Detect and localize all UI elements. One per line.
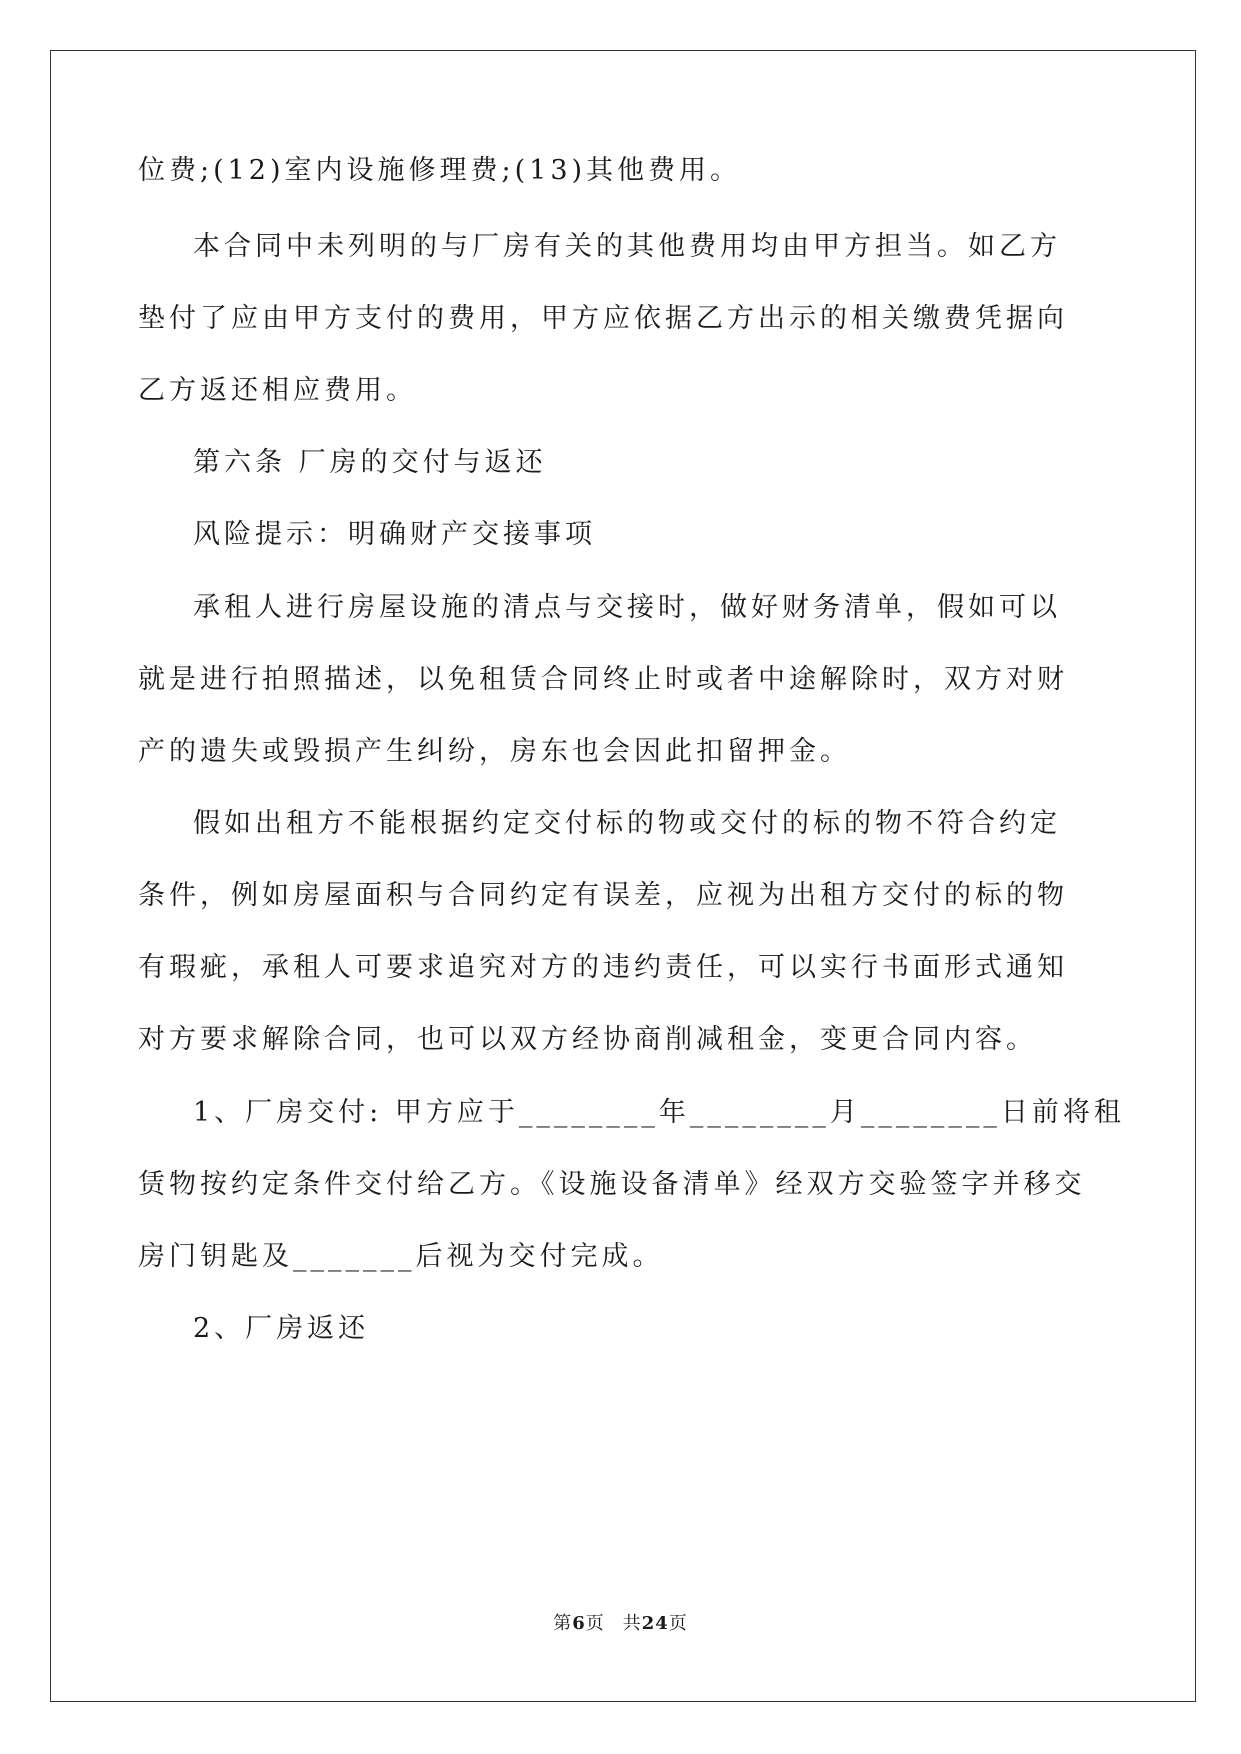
text-line: 赁物按约定条件交付给乙方。《设施设备清单》经双方交验签字并移交 xyxy=(138,1169,1086,1200)
text-line: 房门钥匙及_______后视为交付完成。 xyxy=(138,1241,664,1272)
total-pages: 24 xyxy=(641,1613,669,1634)
total-suffix: 页 xyxy=(668,1613,688,1634)
text-line: 条件，例如房屋面积与合同约定有误差，应视为出租方交付的标的物 xyxy=(138,880,1068,911)
risk-tip-heading: 风险提示：明确财产交接事项 xyxy=(193,519,596,550)
text-line: 位费;(12)室内设施修理费;(13)其他费用。 xyxy=(138,155,742,186)
page-suffix: 页 xyxy=(585,1613,605,1634)
text-line: 乙方返还相应费用。 xyxy=(138,375,417,406)
paragraph-line: 本合同中未列明的与厂房有关的其他费用均由甲方担当。如乙方 xyxy=(193,231,1061,262)
page-prefix: 第 xyxy=(553,1613,573,1634)
page-footer xyxy=(0,1609,1241,1635)
section-heading: 第六条 厂房的交付与返还 xyxy=(193,447,547,478)
page-border xyxy=(50,50,1196,1702)
paragraph-line: 2、厂房返还 xyxy=(193,1313,370,1344)
page-number: 6 xyxy=(572,1613,586,1634)
text-line: 对方要求解除合同，也可以双方经协商削减租金，变更合同内容。 xyxy=(138,1024,1037,1055)
total-prefix: 共 xyxy=(622,1613,642,1634)
text-line: 有瑕疵，承租人可要求追究对方的违约责任，可以实行书面形式通知 xyxy=(138,952,1068,983)
text-line: 就是进行拍照描述，以免租赁合同终止时或者中途解除时，双方对财 xyxy=(138,664,1068,695)
paragraph-line: 承租人进行房屋设施的清点与交接时，做好财务清单，假如可以 xyxy=(193,592,1061,623)
paragraph-line: 假如出租方不能根据约定交付标的物或交付的标的物不符合约定 xyxy=(193,808,1061,839)
text-line: 产的遗失或毁损产生纠纷，房东也会因此扣留押金。 xyxy=(138,736,851,767)
paragraph-line: 1、厂房交付: 甲方应于________年________月________日前将租 xyxy=(193,1097,1125,1128)
text-line: 垫付了应由甲方支付的费用，甲方应依据乙方出示的相关缴费凭据向 xyxy=(138,303,1068,334)
